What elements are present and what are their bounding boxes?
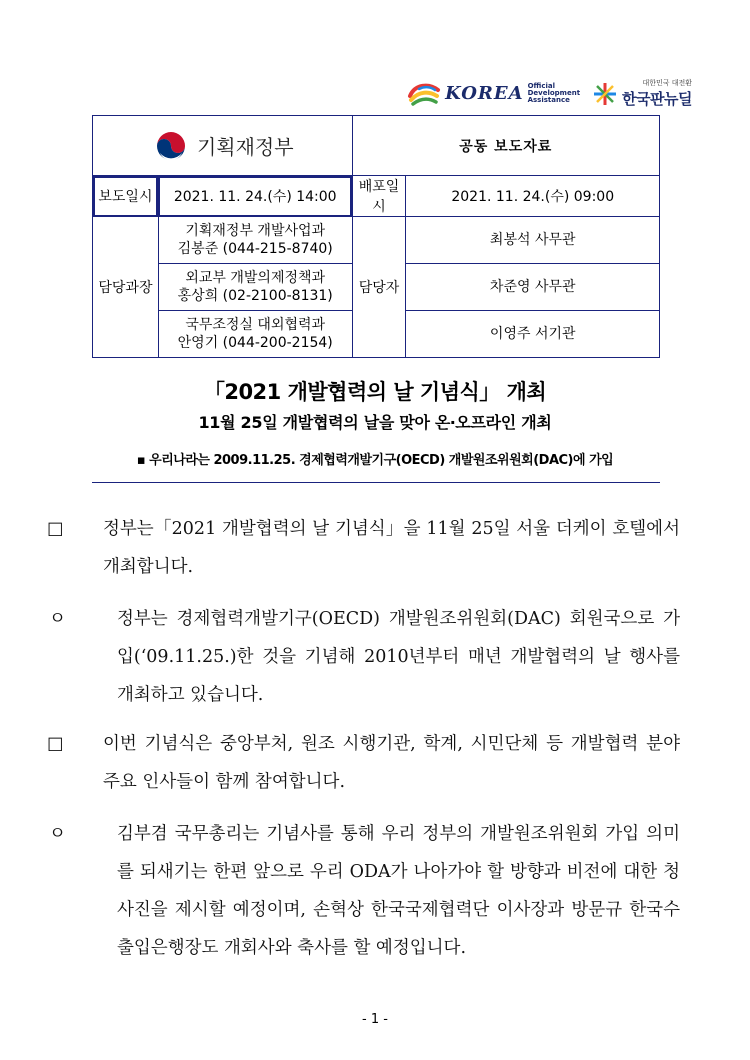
contact-manager: 외교부 개발의제정책과 홍상희 (02-2100-8131)	[158, 264, 352, 311]
newdeal-tagline: 대한민국 대전환	[642, 79, 692, 87]
square-bullet: □	[47, 519, 64, 539]
headline-divider	[92, 482, 660, 483]
contact-manager: 기획재정부 개발사업과 김봉준 (044-215-8740)	[158, 217, 352, 264]
circle-bullet: ㅇ	[49, 824, 66, 844]
contact-staff: 이영주 서기관	[406, 311, 660, 358]
partner-logos	[407, 78, 692, 109]
staff-label: 담당자	[352, 217, 406, 358]
body-paragraph: □ 이번 기념식은 중앙부처, 원조 시행기관, 학계, 시민단체 등 개발협력 분야 주요 인사들이 함께 참여합니다.	[75, 725, 680, 801]
korean-new-deal-logo	[592, 78, 692, 109]
korea-wordmark: KOREA	[445, 83, 524, 104]
press-header-table	[92, 115, 660, 358]
sub-headline: 11월 25일 개발협력의 날을 맞아 온‧오프라인 개최	[198, 413, 552, 432]
contact-staff: 최봉석 사무관	[406, 217, 660, 264]
headline-note: ▪ 우리나라는 2009.11.25. 경제협력개발기구(OECD) 개발원조위원회(DAC)에 가입	[136, 453, 614, 468]
main-headline: 「2021 개발협력의 날 기념식」 개최	[203, 380, 547, 404]
oda-subtext: Official Development Assistance	[527, 82, 581, 104]
distribution-time-label: 배포일시	[352, 176, 406, 217]
newdeal-star-icon	[592, 81, 618, 107]
distribution-time-value: 2021. 11. 24.(수) 09:00	[406, 176, 660, 217]
contact-staff: 차준영 사무관	[406, 264, 660, 311]
ministry-name: 기획재정부	[196, 135, 294, 159]
body-paragraph: ㅇ 정부는 경제협력개발기구(OECD) 개발원조위원회(DAC) 회원국으로 가입(‘09.11.25.)한 것을 기념해 2010년부터 매년 개발협력의 날 행사를 개최하고 있습니다.	[83, 600, 680, 714]
manager-label: 담당과장	[93, 217, 159, 358]
release-time-label: 보도일시	[93, 176, 159, 217]
newdeal-name: 한국판뉴딜	[622, 90, 692, 108]
circle-bullet: ㅇ	[49, 609, 66, 629]
government-emblem-icon	[151, 126, 191, 166]
ministry-cell	[93, 116, 353, 176]
contact-manager: 국무조정실 대외협력과 안영기 (044-200-2154)	[158, 311, 352, 358]
document-title: 공동 보도자료	[352, 116, 659, 176]
page-number: - 1 -	[362, 1012, 388, 1027]
korea-swirl-icon	[407, 81, 441, 107]
body-paragraph: □ 정부는「2021 개발협력의 날 기념식」을 11월 25일 서울 더케이 호텔에서 개최합니다.	[75, 510, 680, 586]
release-time-value: 2021. 11. 24.(수) 14:00	[158, 176, 352, 217]
square-bullet: □	[47, 734, 64, 754]
body-paragraph: ㅇ 김부겸 국무총리는 기념사를 통해 우리 정부의 개발원조위원회 가입 의미를 되새기는 한편 앞으로 우리 ODA가 나아가야 할 방향과 비전에 대한 청사진을 제시할 예정이며, 손혁상 한국국제협력단 이사장과 방문규 한국수출입은행장도 개회사와 축사를 할 예정입니다.	[83, 815, 680, 967]
korea-oda-logo	[407, 81, 580, 107]
